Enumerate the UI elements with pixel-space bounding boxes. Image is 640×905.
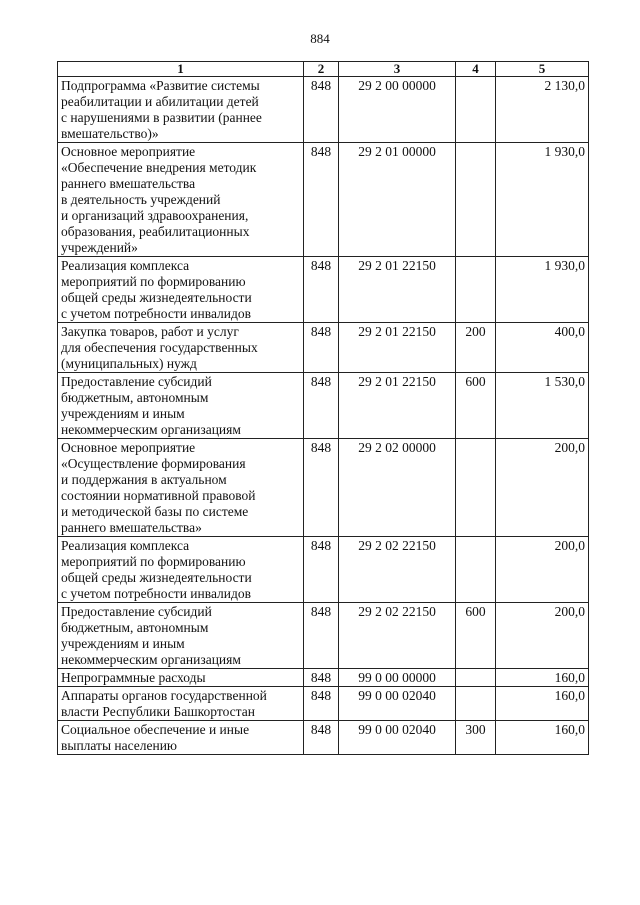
column-header-1: 1 bbox=[58, 62, 304, 77]
table-row bbox=[58, 603, 589, 669]
cell-ministry: 848 bbox=[304, 323, 339, 373]
cell-amount: 200,0 bbox=[496, 603, 589, 669]
cell-ministry: 848 bbox=[304, 77, 339, 143]
cell-expense: 600 bbox=[456, 373, 496, 439]
cell-target: 29 2 01 22150 bbox=[339, 373, 456, 439]
cell-target: 99 0 00 00000 bbox=[339, 669, 456, 687]
cell-amount: 1 530,0 bbox=[496, 373, 589, 439]
cell-ministry: 848 bbox=[304, 687, 339, 721]
cell-name: Аппараты органов государственной власти Республики Башкортостан bbox=[58, 687, 304, 721]
table-row bbox=[58, 439, 589, 537]
column-header-3: 3 bbox=[339, 62, 456, 77]
cell-expense bbox=[456, 687, 496, 721]
table-row bbox=[58, 537, 589, 603]
cell-name: Реализация комплекса мероприятий по формированию общей среды жизнедеятельности с учетом потребности инвалидов bbox=[58, 537, 304, 603]
cell-name: Непрограммные расходы bbox=[58, 669, 304, 687]
cell-ministry: 848 bbox=[304, 537, 339, 603]
cell-expense bbox=[456, 257, 496, 323]
table-row bbox=[58, 373, 589, 439]
cell-expense bbox=[456, 669, 496, 687]
header-row bbox=[58, 62, 589, 77]
table-row bbox=[58, 721, 589, 755]
cell-name: Предоставление субсидий бюджетным, автономным учреждениям и иным некоммерческим организациям bbox=[58, 603, 304, 669]
cell-amount: 400,0 bbox=[496, 323, 589, 373]
cell-ministry: 848 bbox=[304, 603, 339, 669]
cell-target: 29 2 02 00000 bbox=[339, 439, 456, 537]
cell-target: 29 2 02 22150 bbox=[339, 603, 456, 669]
cell-target: 99 0 00 02040 bbox=[339, 687, 456, 721]
cell-amount: 2 130,0 bbox=[496, 77, 589, 143]
table-row bbox=[58, 77, 589, 143]
cell-target: 29 2 01 22150 bbox=[339, 323, 456, 373]
cell-target: 29 2 01 00000 bbox=[339, 143, 456, 257]
cell-amount: 200,0 bbox=[496, 537, 589, 603]
cell-target: 29 2 00 00000 bbox=[339, 77, 456, 143]
table-body bbox=[58, 77, 589, 755]
table-header bbox=[58, 62, 589, 77]
column-header-5: 5 bbox=[496, 62, 589, 77]
cell-name: Основное мероприятие «Обеспечение внедрения методик раннего вмешательства в деятельность учреждений и организаций здравоохранения, образования, реабилитационных учреждений» bbox=[58, 143, 304, 257]
cell-name: Основное мероприятие «Осуществление формирования и поддержания в актуальном состоянии нормативной правовой и методической базы по системе раннего вмешательства» bbox=[58, 439, 304, 537]
cell-expense bbox=[456, 439, 496, 537]
cell-expense bbox=[456, 143, 496, 257]
cell-amount: 160,0 bbox=[496, 687, 589, 721]
cell-amount: 200,0 bbox=[496, 439, 589, 537]
page-number: 884 bbox=[310, 31, 330, 46]
cell-ministry: 848 bbox=[304, 721, 339, 755]
cell-name: Закупка товаров, работ и услуг для обеспечения государственных (муниципальных) нужд bbox=[58, 323, 304, 373]
cell-target: 29 2 02 22150 bbox=[339, 537, 456, 603]
cell-ministry: 848 bbox=[304, 143, 339, 257]
cell-expense: 300 bbox=[456, 721, 496, 755]
table-row bbox=[58, 143, 589, 257]
cell-amount: 160,0 bbox=[496, 721, 589, 755]
table-row bbox=[58, 323, 589, 373]
cell-target: 29 2 01 22150 bbox=[339, 257, 456, 323]
cell-ministry: 848 bbox=[304, 669, 339, 687]
cell-ministry: 848 bbox=[304, 439, 339, 537]
cell-amount: 1 930,0 bbox=[496, 143, 589, 257]
cell-target: 99 0 00 02040 bbox=[339, 721, 456, 755]
table-row bbox=[58, 669, 589, 687]
table-row bbox=[58, 257, 589, 323]
column-header-2: 2 bbox=[304, 62, 339, 77]
table-row bbox=[58, 687, 589, 721]
column-header-4: 4 bbox=[456, 62, 496, 77]
cell-expense bbox=[456, 77, 496, 143]
cell-amount: 1 930,0 bbox=[496, 257, 589, 323]
cell-amount: 160,0 bbox=[496, 669, 589, 687]
cell-ministry: 848 bbox=[304, 373, 339, 439]
cell-expense: 200 bbox=[456, 323, 496, 373]
cell-name: Социальное обеспечение и иные выплаты населению bbox=[58, 721, 304, 755]
budget-table bbox=[57, 61, 589, 755]
cell-name: Реализация комплекса мероприятий по формированию общей среды жизнедеятельности с учетом потребности инвалидов bbox=[58, 257, 304, 323]
cell-name: Предоставление субсидий бюджетным, автономным учреждениям и иным некоммерческим организациям bbox=[58, 373, 304, 439]
cell-expense: 600 bbox=[456, 603, 496, 669]
cell-expense bbox=[456, 537, 496, 603]
cell-ministry: 848 bbox=[304, 257, 339, 323]
cell-name: Подпрограмма «Развитие системы реабилитации и абилитации детей с нарушениями в развитии (раннее вмешательство)» bbox=[58, 77, 304, 143]
